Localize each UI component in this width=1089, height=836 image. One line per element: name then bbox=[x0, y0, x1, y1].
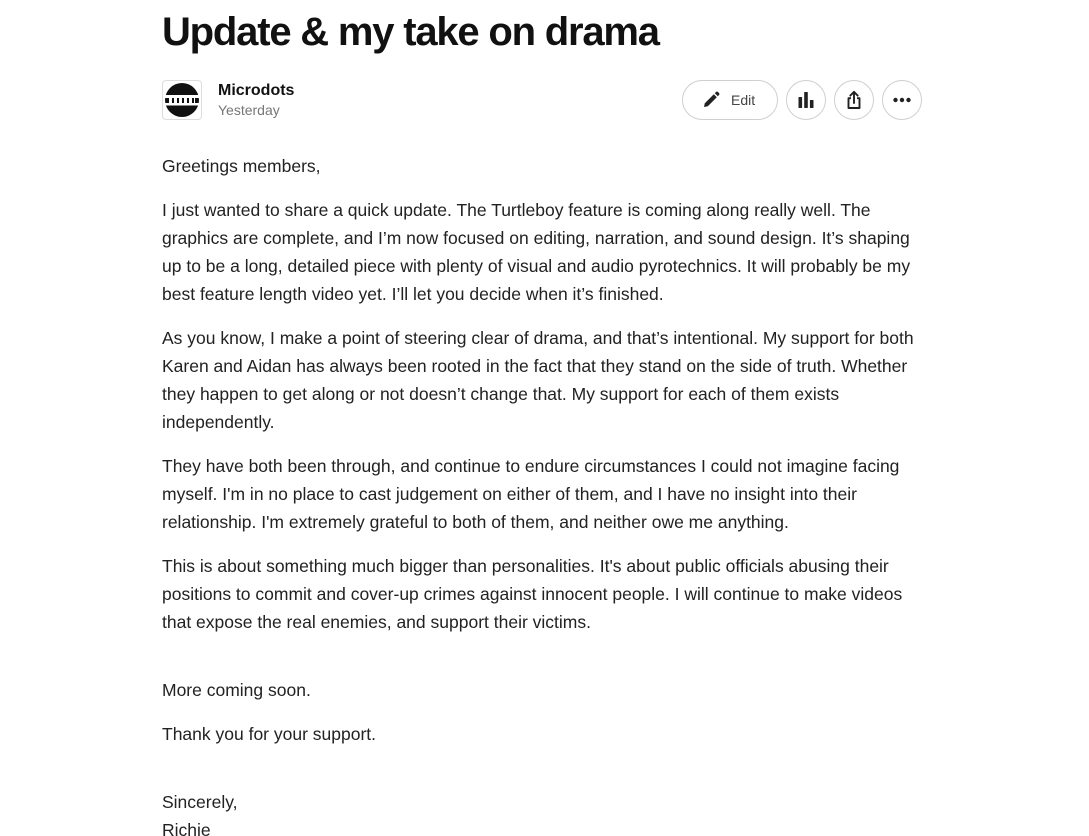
edit-label: Edit bbox=[731, 92, 756, 108]
author-name[interactable]: Microdots bbox=[218, 82, 295, 99]
more-button[interactable] bbox=[882, 80, 922, 120]
paragraph-thanks: Thank you for your support. bbox=[162, 724, 376, 744]
microdots-logo-icon bbox=[163, 81, 201, 119]
more-horizontal-icon bbox=[892, 90, 912, 110]
share-icon bbox=[844, 90, 864, 110]
share-button[interactable] bbox=[834, 80, 874, 120]
avatar[interactable] bbox=[162, 80, 202, 120]
edit-button[interactable] bbox=[682, 80, 778, 120]
post-date: Yesterday bbox=[218, 102, 280, 118]
signature-name: Richie bbox=[162, 820, 211, 836]
paragraph-circumstances: They have both been through, and continue to endure circumstances I could not imagine facing myself. I'm in no place to cast judgement on either of them, and I have no insight into their relationship. I'm extremely grateful to both of them, and neither owe me anything. bbox=[162, 456, 900, 532]
post-body bbox=[162, 152, 922, 836]
pencil-icon bbox=[702, 91, 720, 109]
stats-button[interactable] bbox=[786, 80, 826, 120]
sign-off: Sincerely, bbox=[162, 792, 238, 812]
paragraph-greeting: Greetings members, bbox=[162, 156, 321, 176]
byline bbox=[162, 80, 922, 120]
paragraph-update: I just wanted to share a quick update. The Turtleboy feature is coming along really well. The graphics are complete, and I’m now focused on editing, narration, and sound design. It’s shaping up to be a long, detailed piece with plenty of visual and audio pyrotechnics. It will probably be my best feature length video yet. I’ll let you decide when it’s finished. bbox=[162, 200, 911, 304]
paragraph-more-coming: More coming soon. bbox=[162, 680, 311, 700]
bar-chart-icon bbox=[796, 90, 816, 110]
paragraph-bigger-picture: This is about something much bigger than personalities. It's about public officials abusing their positions to commit and cover-up crimes against innocent people. I will continue to make videos that expose the real enemies, and support their victims. bbox=[162, 556, 903, 632]
post-title: Update & my take on drama bbox=[162, 10, 659, 54]
paragraph-drama: As you know, I make a point of steering clear of drama, and that’s intentional. My support for both Karen and Aidan has always been rooted in the fact that they stand on the side of truth. Whether they happen to get along or not doesn’t change that. My support for each of them exists independently. bbox=[162, 328, 914, 432]
